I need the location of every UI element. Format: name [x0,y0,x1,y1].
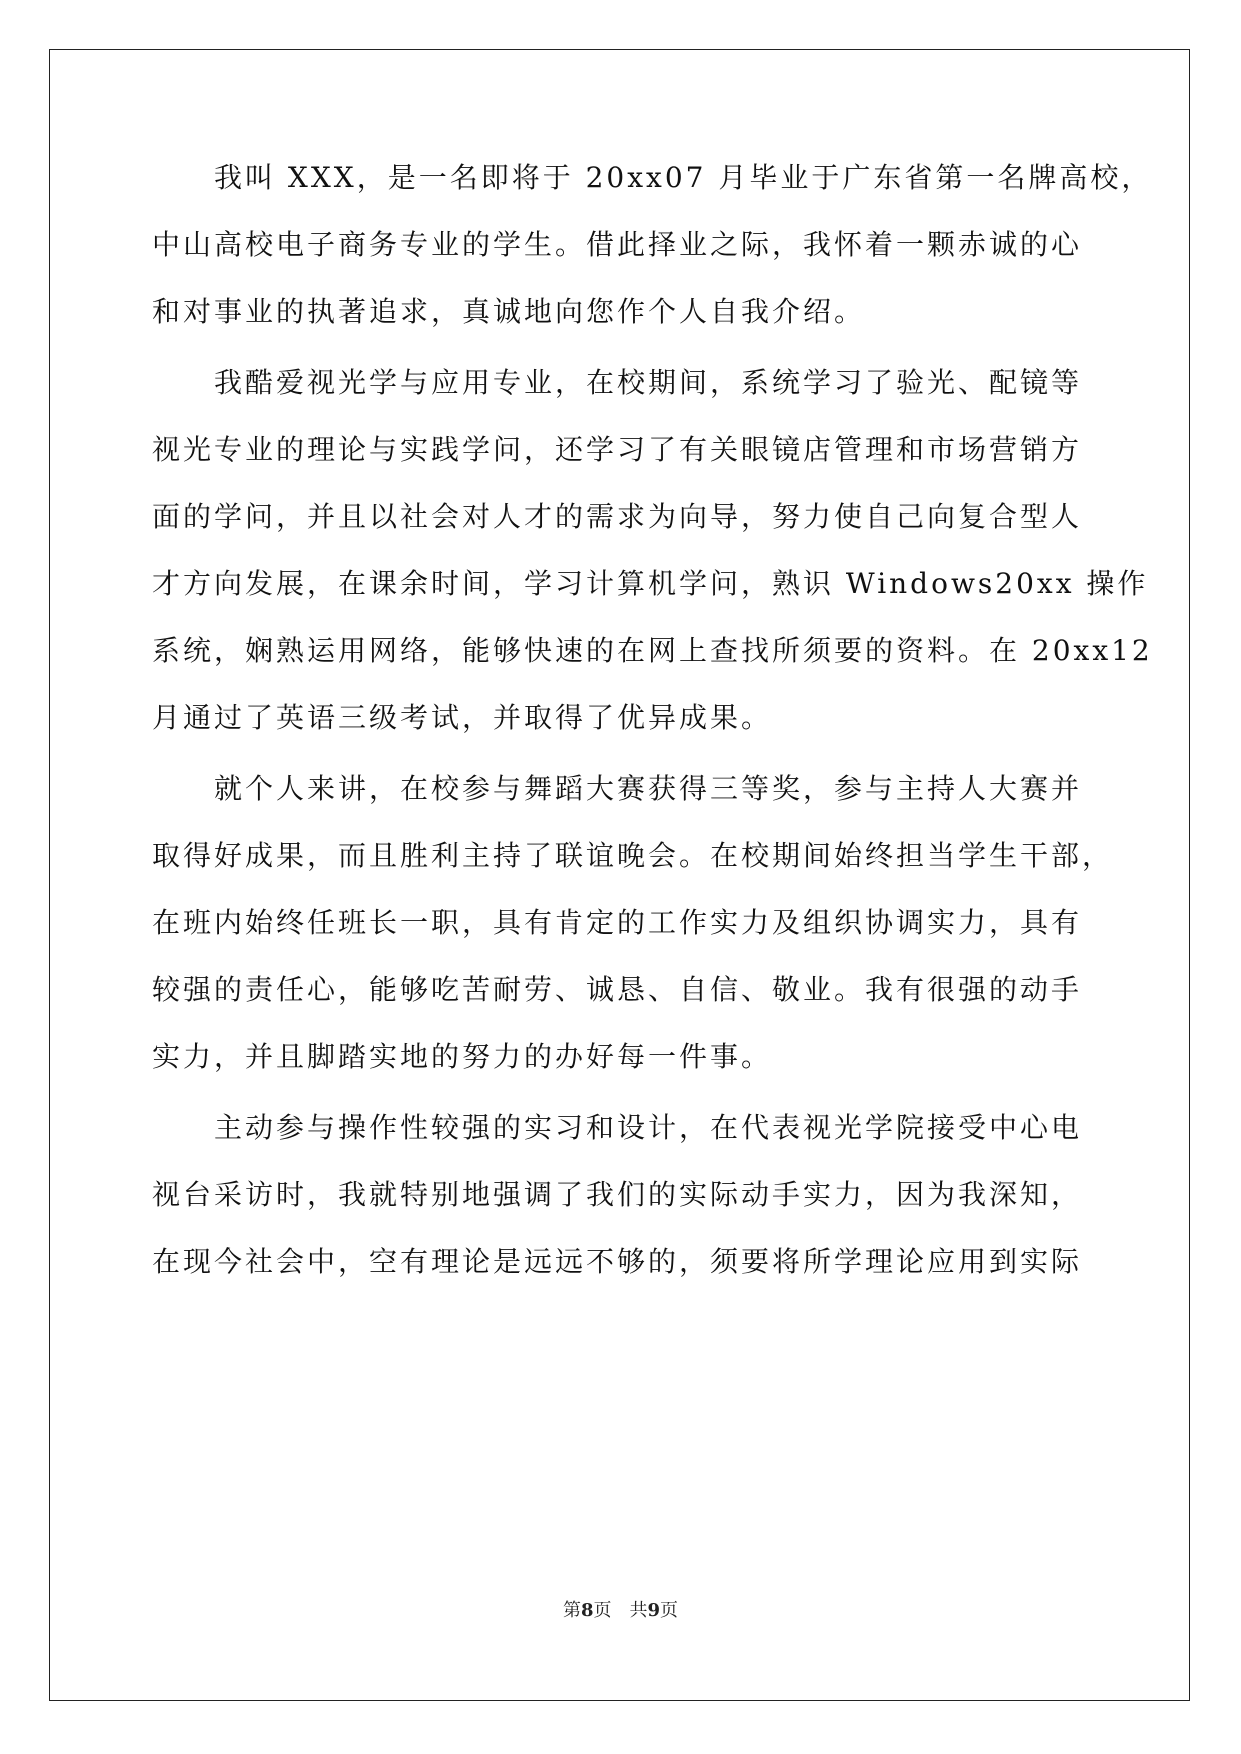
text-line: 和对事业的执著追求，真诚地向您作个人自我介绍。 [152,295,866,328]
total-prefix: 共 [629,1600,648,1621]
text-line: 面的学问，并且以社会对人才的需求为向导，努力使自己向复合型人 [152,500,1083,533]
text-line: 就个人来讲，在校参与舞蹈大赛获得三等奖，参与主持人大赛并 [152,772,1083,805]
page-prefix: 第 [562,1600,581,1621]
text-line: 中山高校电子商务专业的学生。借此择业之际，我怀着一颗赤诚的心 [152,228,1083,261]
text-line: 我酷爱视光学与应用专业，在校期间，系统学习了验光、配镜等 [152,366,1083,399]
text-line: 较强的责任心，能够吃苦耐劳、诚恳、自信、敬业。我有很强的动手 [152,973,1083,1006]
page-current: 8 [580,1600,594,1621]
page-footer [0,1596,1241,1622]
total-suffix: 页 [660,1600,679,1621]
text-line: 实力，并且脚踏实地的努力的办好每一件事。 [152,1040,773,1073]
page-total: 9 [647,1600,661,1621]
text-line: 才方向发展，在课余时间，学习计算机学问，熟识 Windows20xx 操作 [152,567,1149,600]
text-line: 主动参与操作性较强的实习和设计，在代表视光学院接受中心电 [152,1111,1083,1144]
text-line: 在班内始终任班长一职，具有肯定的工作实力及组织协调实力，具有 [152,906,1083,939]
page-suffix: 页 [593,1600,612,1621]
text-line: 在现今社会中，空有理论是远远不够的，须要将所学理论应用到实际 [152,1245,1083,1278]
text-line: 系统，娴熟运用网络，能够快速的在网上查找所须要的资料。在 20xx12 [152,634,1153,667]
text-line: 我叫 XXX，是一名即将于 20xx07 月毕业于广东省第一名牌高校， [152,161,1153,194]
text-line: 月通过了英语三级考试，并取得了优异成果。 [152,701,773,734]
text-line: 视台采访时，我就特别地强调了我们的实际动手实力，因为我深知， [152,1178,1083,1211]
text-line: 取得好成果，而且胜利主持了联谊晚会。在校期间始终担当学生干部， [152,839,1114,872]
text-line: 视光专业的理论与实践学问，还学习了有关眼镜店管理和市场营销方 [152,433,1083,466]
